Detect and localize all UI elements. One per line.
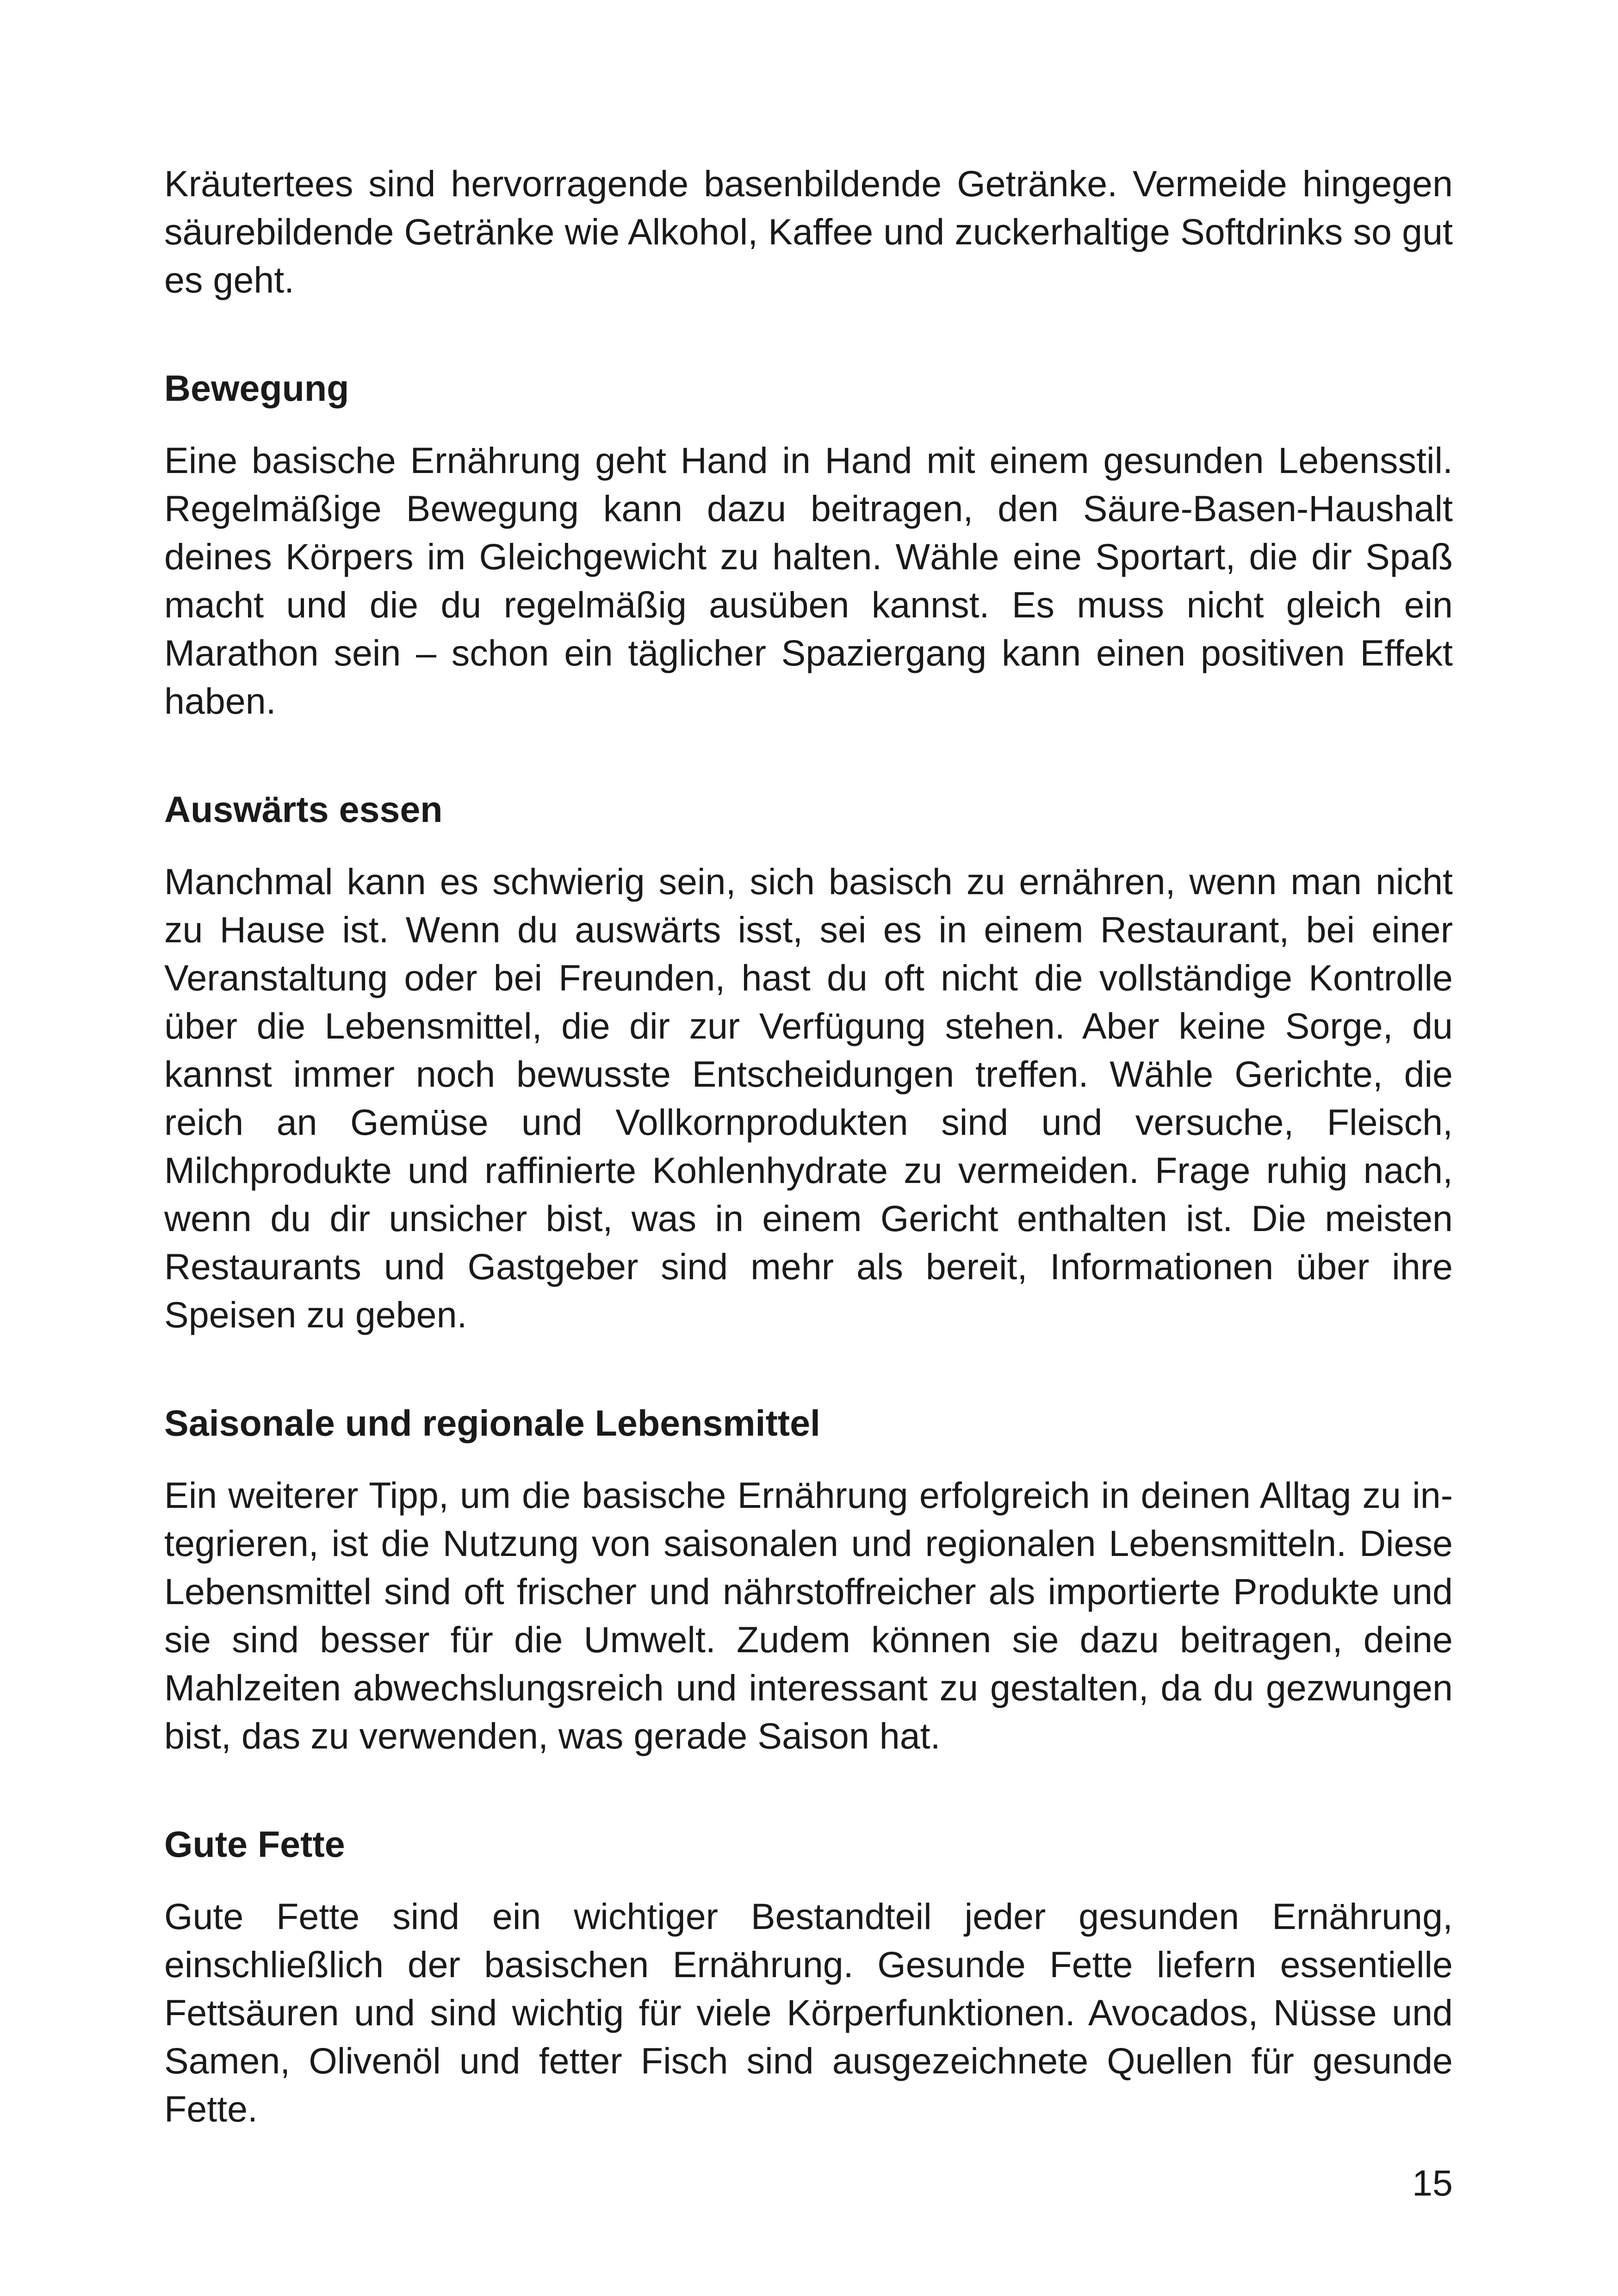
section-paragraph: Ein weiterer Tipp, um die basische Ernährung erfolgreich in deinen Alltag zu integrieren, ist die Nutzung von saisonalen und regionalen Lebensmitteln. Diese Lebensmittel sind oft frischer und nährstoffreicher als importierte Produkte und sie sind besser für die Umwelt. Zudem können sie dazu beitragen, deine Mahlzeiten abwechslungsreich und interessant zu gestalten, da du gezwungen bist, das zu verwenden, was gerade Saison hat. [164,1475,1453,1756]
section-heading: Saisonale und regionale Lebensmittel [164,1402,820,1444]
section-heading: Gute Fette [164,1823,345,1865]
section-saisonale-lebensmittel [164,1399,1453,1760]
page-number: 15 [1412,2162,1453,2203]
intro-paragraph: Kräutertees sind hervorragende basenbildende Getränke. Vermeide hingegen säurebildende Getränke wie Alkohol, Kaffee und zuckerhaltige Softdrinks so gut es geht. [164,163,1453,300]
section-paragraph: Eine basische Ernährung geht Hand in Hand mit einem gesunden Lebensstil. Regelmäßige Bewegung kann dazu beitragen, den Säure-Basen-Haushalt deines Körpers im Gleichgewicht zu halten. Wähle eine Sportart, die dir Spaß macht und die du regelmäßig ausüben kannst. Es muss nicht gleich ein Marathon sein – schon ein täglicher Spaziergang kann einen positiven Effekt haben. [164,440,1453,722]
section-auswaerts-essen [164,785,1453,1339]
section-paragraph: Manchmal kann es schwierig sein, sich basisch zu ernähren, wenn man nicht zu Hause ist. Wenn du auswärts isst, sei es in einem Restaurant, bei einer Veranstaltung oder bei Freunden, hast du oft nicht die vollständige Kontrolle über die Lebensmittel, die dir zur Verfügung stehen. Aber keine Sorge, du kannst immer noch bewusste Entscheidungen treffen. Wähle Gerichte, die reich an Gemüse und Vollkornprodukten sind und versuche, Fleisch, Milchprodukte und raffinierte Kohlenhydrate zu vermeiden. Frage ruhig nach, wenn du dir unsicher bist, was in einem Gericht enthalten ist. Die meisten Restaurants und Gastgeber sind mehr als bereit, Informationen über ihre Speisen zu geben. [164,861,1453,1335]
page-body [164,160,1453,2133]
section-heading: Auswärts essen [164,789,443,830]
section-heading: Bewegung [164,367,349,409]
section-gute-fette [164,1820,1453,2133]
section-paragraph: Gute Fette sind ein wichtiger Bestandteil jeder gesunden Ernährung, einschließlich der basischen Ernährung. Gesunde Fette liefern essentielle Fettsäuren und sind wichtig für viele Körperfunktionen. Avocados, Nüsse und Samen, Olivenöl und fetter Fisch sind ausgezeichnete Quellen für gesunde Fette. [164,1896,1453,2129]
section-bewegung [164,364,1453,725]
